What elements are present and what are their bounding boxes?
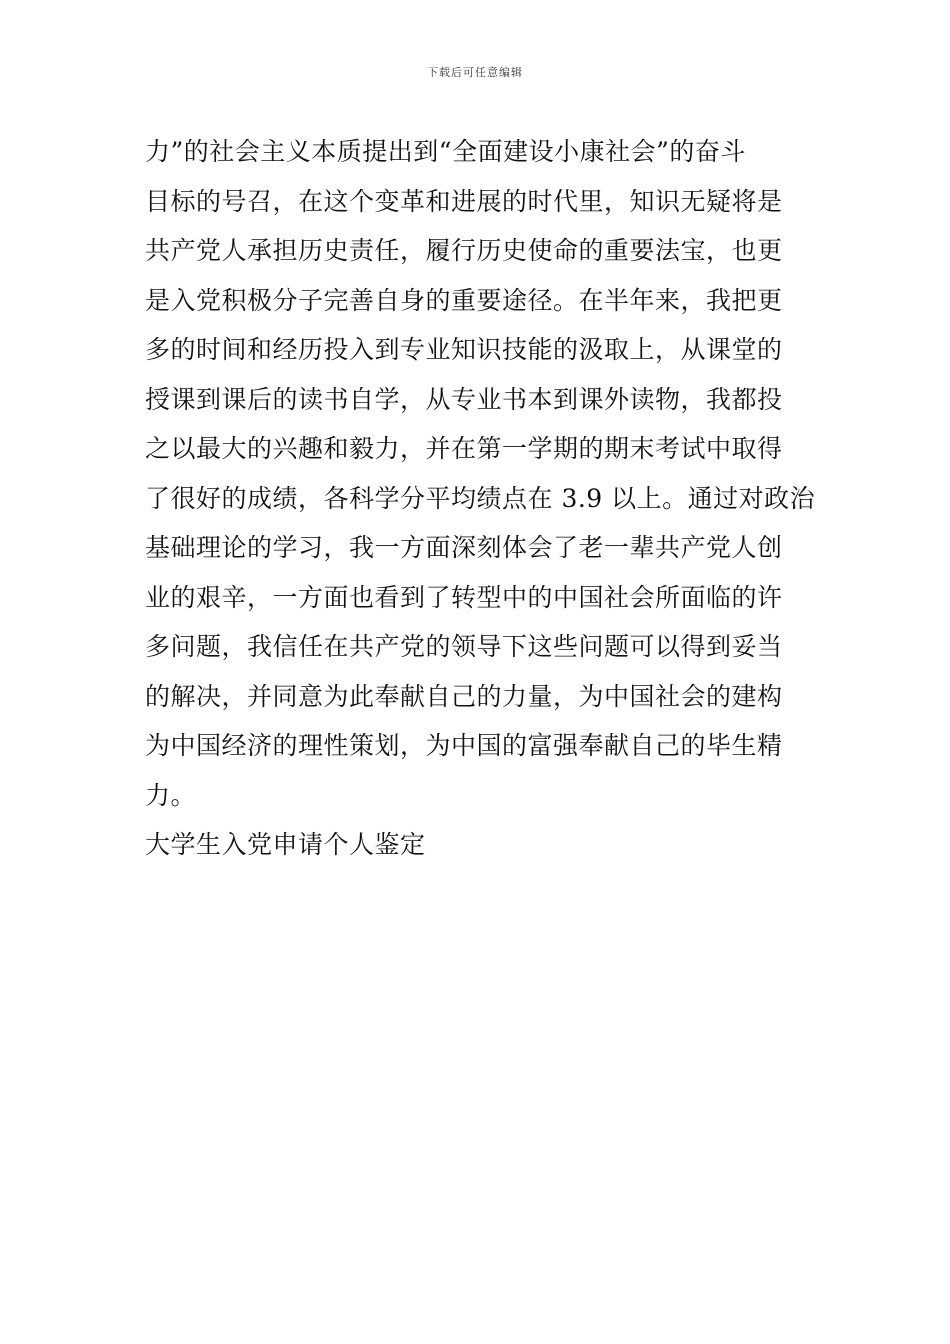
text-line: 为中国经济的理性策划，为中国的富强奉献自己的毕生精 — [145, 731, 783, 760]
text-line: 力。 — [145, 780, 197, 810]
text-line: 多的时间和经历投入到专业知识技能的汲取上，从课堂的 — [145, 335, 783, 364]
text-line: 业的艰辛，一方面也看到了转型中的中国社会所面临的许 — [145, 582, 783, 612]
text-line: 目标的号召，在这个变革和进展的时代里，知识无疑将是 — [145, 186, 783, 216]
text-line: 之以最大的兴趣和毅力，并在第一学期的期末考试中取得 — [145, 434, 783, 463]
text-line: 是入党积极分子完善自身的重要途径。在半年来，我把更 — [145, 285, 783, 315]
text-line: 共产党人承担历史责任，履行历史使命的重要法宝，也更 — [145, 236, 783, 265]
body-text — [145, 127, 816, 870]
header-note: 下载后可任意编辑 — [427, 66, 523, 79]
section-heading: 大学生入党申请个人鉴定 — [145, 830, 426, 859]
text-line: 力”的社会主义本质提出到“全面建设小康社会”的奋斗 — [145, 137, 746, 166]
text-line: 多问题，我信任在共产党的领导下这些问题可以得到妥当 — [145, 632, 783, 661]
text-line: 的解决，并同意为此奉献自己的力量，为中国社会的建构 — [145, 681, 783, 711]
text-line: 授课到课后的读书自学，从专业书本到课外读物，我都投 — [145, 384, 783, 414]
text-line: 基础理论的学习，我一方面深刻体会了老一辈共产党人创 — [145, 533, 783, 562]
text-line: 了很好的成绩，各科学分平均绩点在 3.9 以上。通过对政治 — [145, 483, 816, 513]
